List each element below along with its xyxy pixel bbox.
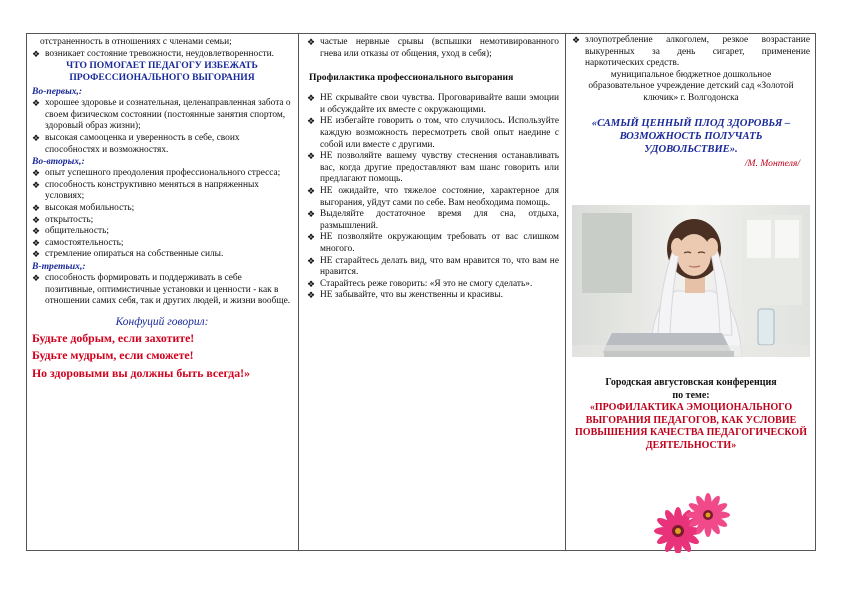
conference-theme-label: по теме:	[672, 389, 710, 401]
conference-block	[566, 377, 816, 452]
diamond-bullet-icon: ❖	[307, 151, 316, 162]
subheading: Во-вторых,:	[32, 156, 85, 168]
diamond-bullet-icon: ❖	[32, 272, 41, 283]
diamond-bullet-icon: ❖	[32, 214, 41, 225]
diamond-bullet-icon: ❖	[32, 202, 41, 213]
conference-topic: «ПРОФИЛАКТИКА ЭМОЦИОНАЛЬНОГО ВЫГОРАНИЯ ПЕДАГОГОВ, КАК УСЛОВИЕ ПОВЫШЕНИЯ КАЧЕСТВА ПЕДАГОГИЧЕСКОЙ ДЕЯТЕЛЬНОСТИ»	[575, 402, 807, 451]
subheading: Во-первых,:	[32, 86, 83, 98]
list-item: ❖ опыт успешного преодоления профессионального стресса;	[32, 168, 281, 179]
diamond-bullet-icon: ❖	[307, 232, 316, 243]
diamond-bullet-icon: ❖	[32, 168, 41, 179]
list-item: ❖ частые нервные срывы (вспышки немотивированного гнева или отказы от общения, уход в себя);	[307, 37, 559, 59]
diamond-bullet-icon: ❖	[307, 209, 316, 220]
red-quote-line: Но здоровыми вы должны быть всегда!»	[32, 365, 251, 380]
column-right	[566, 33, 816, 551]
column-left	[26, 33, 299, 551]
subheading: В-третьих,:	[32, 260, 86, 272]
list-item: ❖ НЕ позволяйте вашему чувству стеснения останавливать вас, когда другие предоставляют вам шанс говорить или предлагают помощь.	[307, 151, 559, 185]
list-item: ❖ злоупотребление алкоголем, резкое возрастание выкуренных за день сигарет, применение наркотических средств.	[572, 35, 810, 69]
red-quote-line: Будьте мудрым, если сможете!	[32, 348, 194, 363]
list-item: ❖ хорошее здоровье и сознательная, целенаправленная забота о своем физическом состоянии (постоянные занятия спортом, здоровый образ жизни);	[32, 98, 291, 132]
list-item: ❖ высокая мобильность;	[32, 202, 135, 213]
diamond-bullet-icon: ❖	[32, 226, 41, 237]
list-item: ❖ НЕ старайтесь делать вид, что вам нравится то, что вам не нравится.	[307, 255, 559, 278]
diamond-bullet-icon: ❖	[307, 93, 316, 104]
diamond-bullet-icon: ❖	[32, 132, 41, 143]
confucius-caption: Конфуций говорил:	[115, 315, 209, 328]
list-item: ❖ способность формировать и поддерживать в себе позитивные, оптимистичные установки и ценности - как в отношении самих себя, так и других людей, и жизни вообще.	[32, 272, 291, 307]
list-item: ❖ НЕ ожидайте, что тяжелое состояние, характерное для выгорания, уйдут сами по себе. Вам необходима помощь.	[307, 185, 559, 208]
column-middle	[299, 33, 566, 551]
diamond-bullet-icon: ❖	[32, 98, 41, 109]
list-item: ❖ стремление опираться на собственные силы.	[32, 249, 224, 260]
quote-author: /М. Монтеля/	[744, 157, 800, 169]
flower-decoration	[654, 493, 732, 553]
diamond-bullet-icon: ❖	[32, 249, 41, 260]
list-item: ❖ НЕ скрывайте свои чувства. Проговаривайте ваши эмоции и обсуждайте их вместе с окружающими.	[307, 93, 559, 115]
text-line: отстраненность в отношениях с членами семьи;	[40, 37, 232, 47]
list-item: ❖ возникает состояние тревожности, неудовлетворенности.	[32, 48, 275, 59]
list-item: ❖ НЕ забывайте, что вы женственны и красивы.	[307, 290, 503, 301]
section-heading: ЧТО ПОМОГАЕТ ПЕДАГОГУ ИЗБЕЖАТЬ ПРОФЕССИОНАЛЬНОГО ВЫГОРАНИЯ	[66, 60, 258, 84]
diamond-bullet-icon: ❖	[572, 35, 581, 45]
list-item: ❖ способность конструктивно меняться в напряженных условиях;	[32, 179, 259, 202]
health-quote: «САМЫЙ ЦЕННЫЙ ПЛОД ЗДОРОВЬЯ – ВОЗМОЖНОСТЬ ПОЛУЧАТЬ УДОВОЛЬСТВИЕ».	[591, 117, 791, 155]
diamond-bullet-icon: ❖	[307, 185, 316, 196]
list-item: ❖ самостоятельность;	[32, 237, 124, 248]
list-item: ❖ Выделяйте достаточное время для сна, отдыха, размышлений.	[307, 209, 559, 231]
organization-name: муниципальное бюджетное дошкольное образовательное учреждение детский сад «Золотой ключик» г. Волгодонска	[588, 69, 794, 103]
list-item: ❖ Старайтесь реже говорить: «Я это не смогу сделать».	[307, 278, 533, 289]
diamond-bullet-icon: ❖	[307, 278, 316, 289]
section-heading: Профилактика профессионального выгорания	[309, 72, 514, 84]
diamond-bullet-icon: ❖	[32, 179, 41, 190]
diamond-bullet-icon: ❖	[307, 255, 316, 266]
diamond-bullet-icon: ❖	[32, 237, 41, 248]
diamond-bullet-icon: ❖	[307, 37, 316, 47]
tired-woman-photo	[572, 205, 810, 357]
list-item: ❖ НЕ позволяйте окружающим требовать от вас слишком многого.	[307, 232, 559, 254]
list-item: ❖ высокая самооценка и уверенность в себе, своих способностях и возможностях.	[32, 132, 240, 155]
list-item: ❖ общительность;	[32, 226, 109, 237]
list-item: ❖ открытость;	[32, 214, 94, 225]
diamond-bullet-icon: ❖	[307, 290, 316, 301]
list-item: ❖ НЕ избегайте говорить о том, что случилось. Используйте каждую возможность пересмотреть свой опыт наедине с собой или вместе с другими.	[307, 116, 559, 150]
red-quote-line: Будьте добрым, если захотите!	[32, 330, 195, 345]
conference-name: Городская августовская конференция	[605, 377, 777, 388]
diamond-bullet-icon: ❖	[307, 116, 316, 127]
diamond-bullet-icon: ❖	[32, 48, 41, 59]
